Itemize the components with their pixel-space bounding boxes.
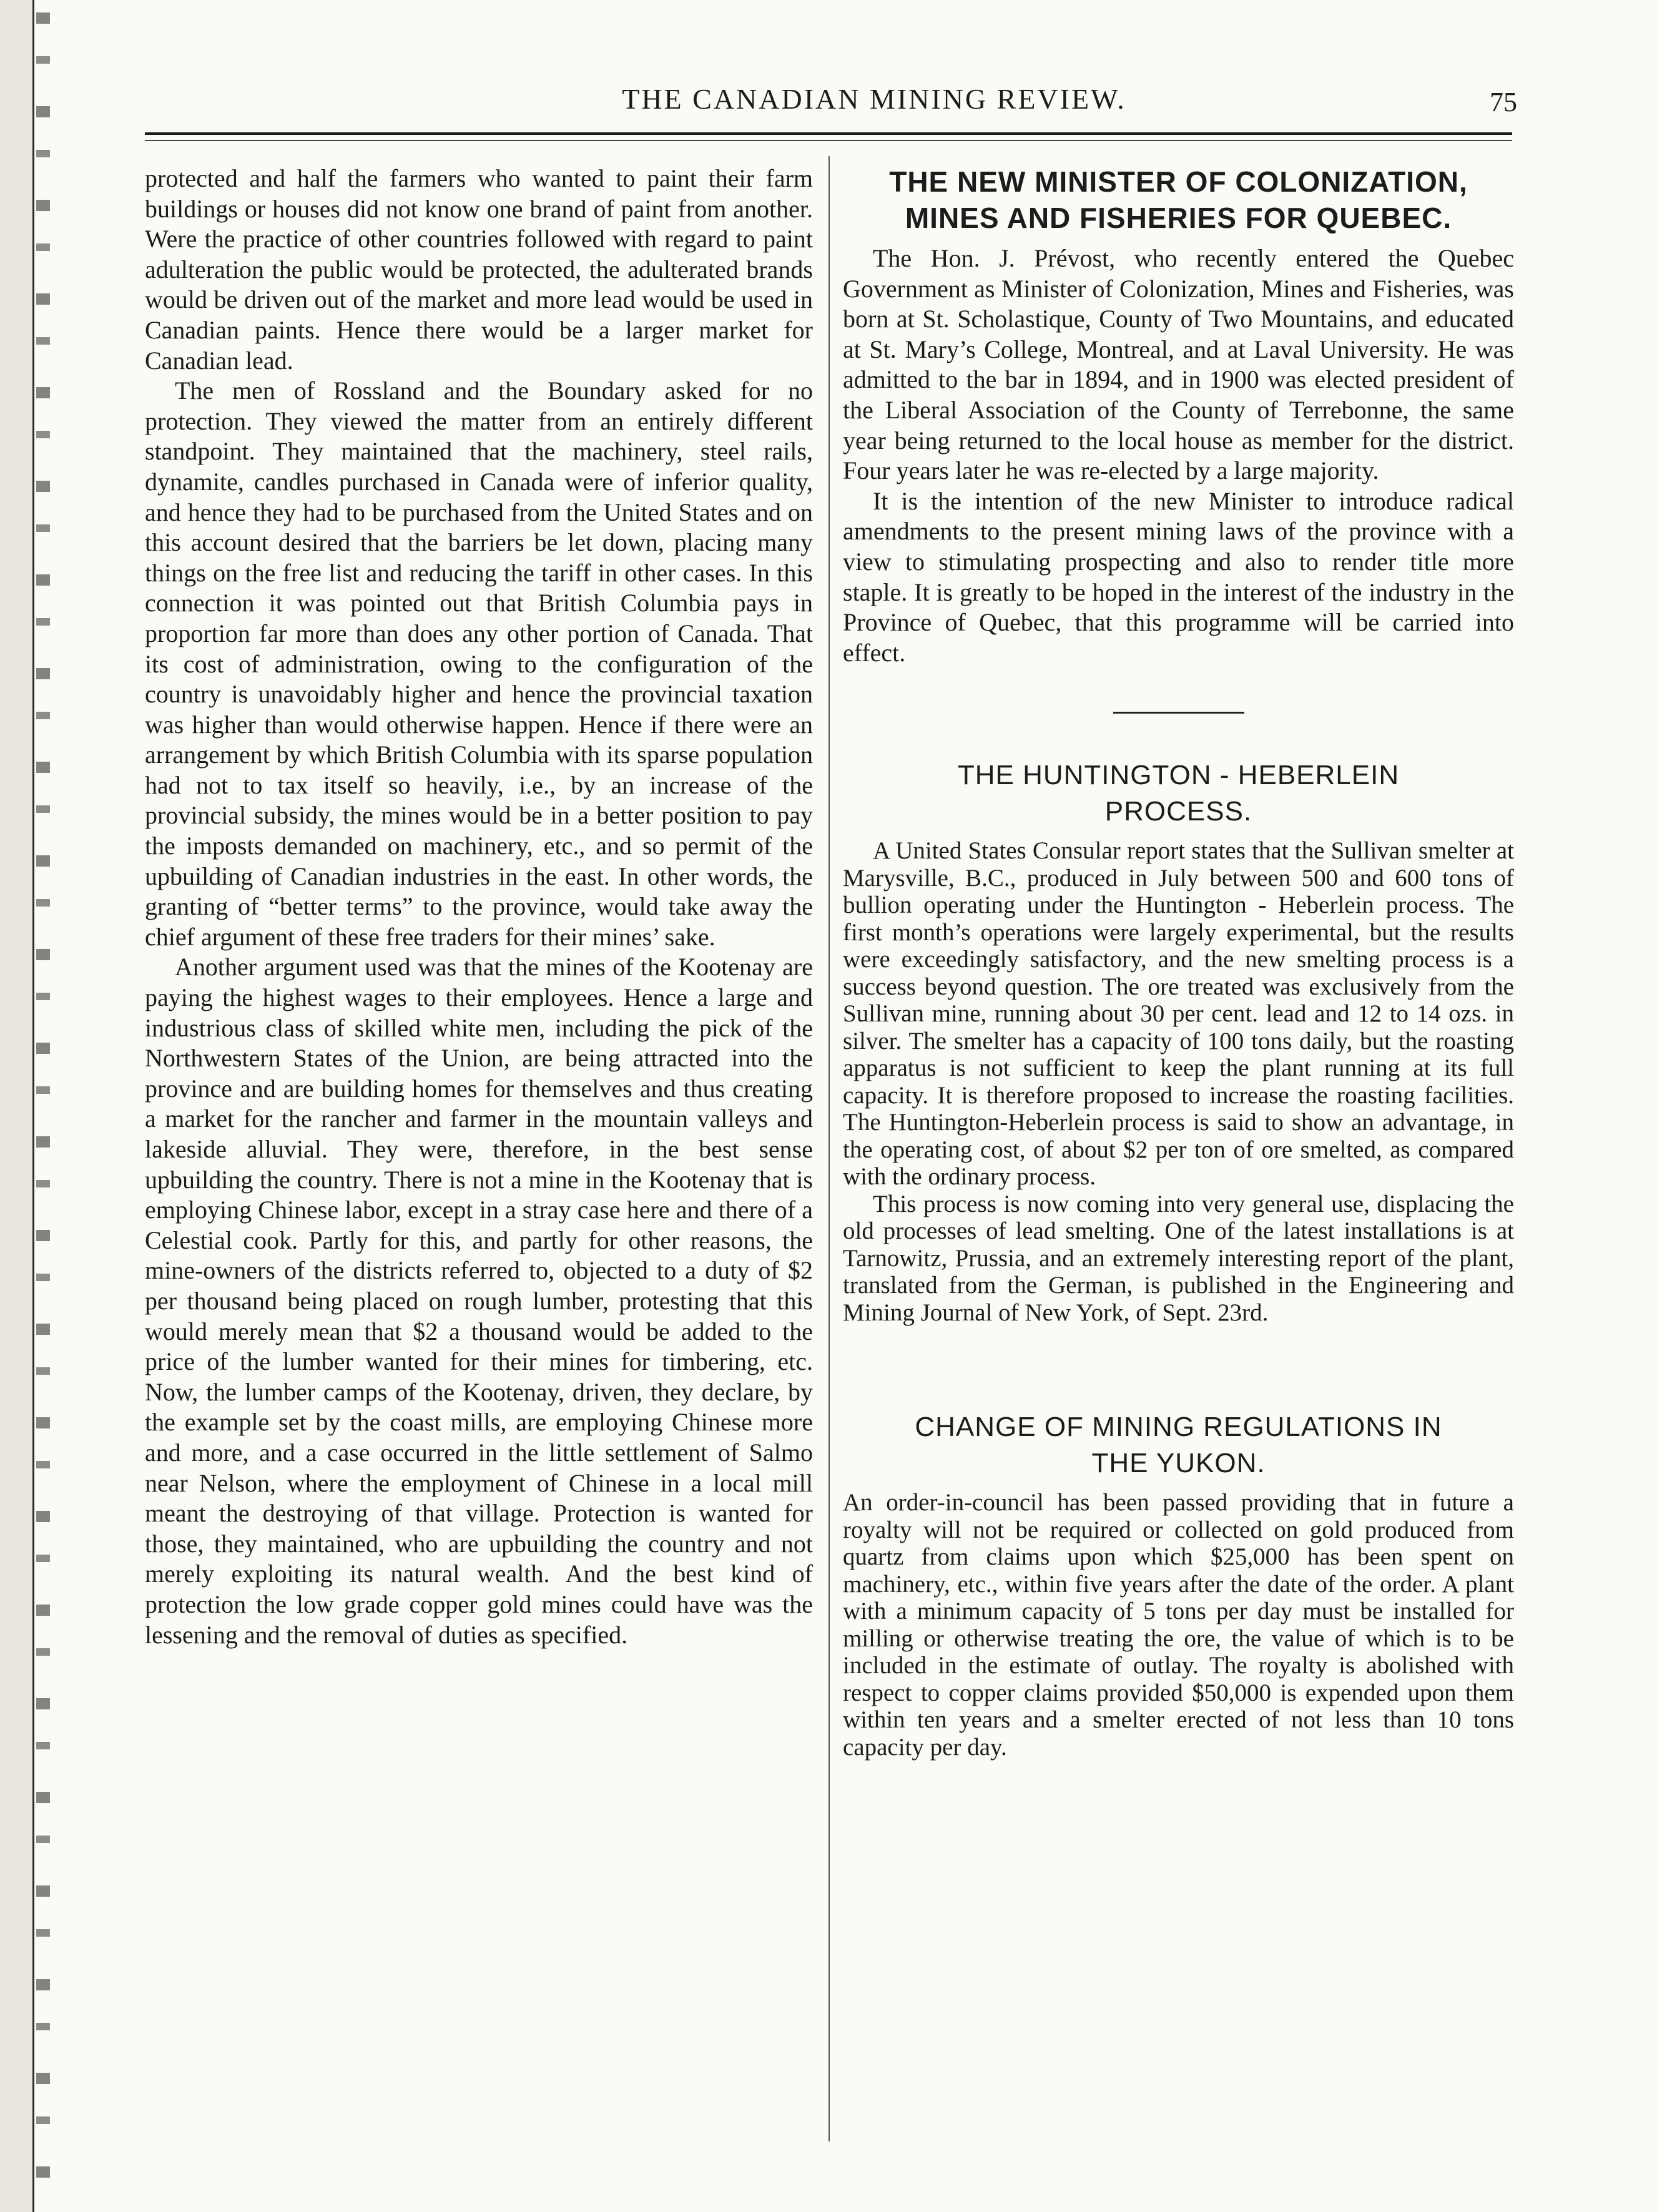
page-number: 75 (1490, 87, 1517, 117)
left-column (145, 164, 813, 1650)
section-separator (1113, 712, 1244, 714)
paragraph: This process is now coming into very general use, displacing the old processes of lead smelting. One of the latest installations is at Tarnowitz, Prussia, and an extremely interesting report of the plant, translated from the German, is published in the Engineering and Mining Journal of New York, of Sept. 23rd. (843, 1190, 1514, 1326)
paragraph: The men of Rossland and the Boundary asked for no protection. They viewed the matter from an entirely different standpoint. They maintained that the machinery, steel rails, dynamite, candles purchased in Canada were of inferior quality, and hence they had to be purchased from the United States and on this account desired that the barriers be let down, placing many things on the free list and reducing the tariff in other cases. In this connection it was pointed out that British Columbia pays in proportion far more than does any other portion of Canada. That its cost of administration, owing to the configuration of the country is unavoidably higher and hence the provincial taxation was higher than would otherwise happen. Hence if there were an arrangement by which British Columbia with its sparse population had not to tax itself so heavily, i.e., by an increase of the provincial subsidy, the mines would be in a better position to pay the imposts demanded on machinery, etc., and so permit of the upbuilding of Canadian industries in the east. In other words, the granting of “better terms” to the province, would take away the chief argument of these free traders for their mines’ sake. (145, 376, 813, 951)
article-heading-line: THE HUNTINGTON - HEBERLEIN (957, 760, 1400, 791)
section-separator (1113, 1370, 1244, 1372)
article-yukon-regulations (843, 1409, 1514, 1761)
article-heading-line: MINES AND FISHERIES FOR QUEBEC. (905, 202, 1452, 234)
paragraph: It is the intention of the new Minister to introduce radical amendments to the present mining laws of the province with a view to stimulating prospecting and also to render title more staple. It is greatly to be hoped in the interest of the industry in the Province of Quebec, that this programme will be carried into effect. (843, 486, 1514, 667)
paragraph: A United States Consular report states that the Sullivan smelter at Marysville, B.C., produced in July between 500 and 600 tons of bullion operating under the Huntington - Heberlein process. The first month’s operations were largely experimental, but the results were exceedingly satisfactory, and the new smelting process is a success beyond question. The ore treated was exclusively from the Sullivan mine, running about 30 per cent. lead and 12 to 14 ozs. in silver. The smelter has a capacity of 100 tons daily, but the roasting apparatus is not sufficient to keep the plant running at its full capacity. It is therefore proposed to increase the roasting facilities. The Huntington-Heberlein process is said to show an advantage, in the operating cost, of about $2 per ton of ore smelted, as compared with the ordinary process. (843, 837, 1514, 1191)
article-huntington-heberlein (843, 757, 1514, 1326)
paragraph: protected and half the farmers who wanted to paint their farm buildings or houses did not know one brand of paint from another. Were the practice of other countries followed with regard to paint adulteration the public would be protected, the adulterated brands would be driven out of the market and more lead would be used in Canadian paints. Hence there would be a larger market for Canadian lead. (145, 164, 813, 375)
article-heading-line: THE NEW MINISTER OF COLONIZATION, (889, 165, 1468, 198)
right-column (843, 164, 1514, 1761)
running-title: THE CANADIAN MINING REVIEW. (622, 83, 1126, 115)
paragraph: The Hon. J. Prévost, who recently entered the Quebec Government as Minister of Colonization, Mines and Fisheries, was born at St. Scholastique, County of Two Mountains, and educated at St. Mary’s College, Montreal, and at Laval University. He was admitted to the bar in 1894, and in 1900 was elected president of the Liberal Association of the County of Terrebonne, the same year being returned to the local house as member for the district. Four years later he was re-elected by a large majority. (843, 244, 1514, 485)
column-divider (828, 156, 830, 2141)
article-heading-line: THE YUKON. (1091, 1448, 1266, 1479)
header-rule (145, 132, 1512, 135)
binding-stitch-marks (36, 12, 50, 2198)
page-header (144, 82, 1517, 132)
paragraph: An order-in-council has been passed providing that in future a royalty will not be required or collected on gold produced from quartz from claims upon which $25,000 has been spent on machinery, etc., within five years after the date of the order. A plant with a minimum capacity of 5 tons per day must be installed for milling or otherwise treating the ore, the value of which is to be included in the estimate of outlay. The royalty is abolished with respect to copper claims provided $50,000 is expended upon them within ten years and a smelter erected of not less than 10 tons capacity per day. (843, 1489, 1514, 1761)
article-heading-line: PROCESS. (1104, 796, 1252, 827)
article-new-minister (843, 164, 1514, 668)
binding-edge (0, 0, 34, 2212)
header-rule-thin (145, 140, 1512, 141)
paragraph: Another argument used was that the mines of the Kootenay are paying the highest wages to their employees. Hence a large and industrious class of skilled white men, including the pick of the Northwestern States of the Union, are being attracted into the province and are building homes for themselves and thus creating a market for the rancher and farmer in the mountain valleys and lakeside alluvial. They were, therefore, in the best sense upbuilding the country. There is not a mine in the Kootenay that is employing Chinese labor, except in a stray case here and there of a Celestial cook. Partly for this, and partly for other reasons, the mine-owners of the districts referred to, objected to a duty of $2 per thousand being placed on rough lumber, protesting that this would merely mean that $2 a thousand would be added to the price of the lumber wanted for their mines for timbering, etc. Now, the lumber camps of the Kootenay, driven, they declare, by the example set by the coast mills, are employing Chinese more and more, and a case occurred in the little settlement of Salmo near Nelson, where the employment of Chinese in a local mill meant the destroying of that village. Protection is wanted for those, they maintained, who are upbuilding the country and not merely exploiting its natural wealth. And the best kind of protection the low grade copper gold mines could have was the lessening and the removal of duties as specified. (145, 953, 813, 1649)
article-heading-line: CHANGE OF MINING REGULATIONS IN (915, 1412, 1442, 1443)
